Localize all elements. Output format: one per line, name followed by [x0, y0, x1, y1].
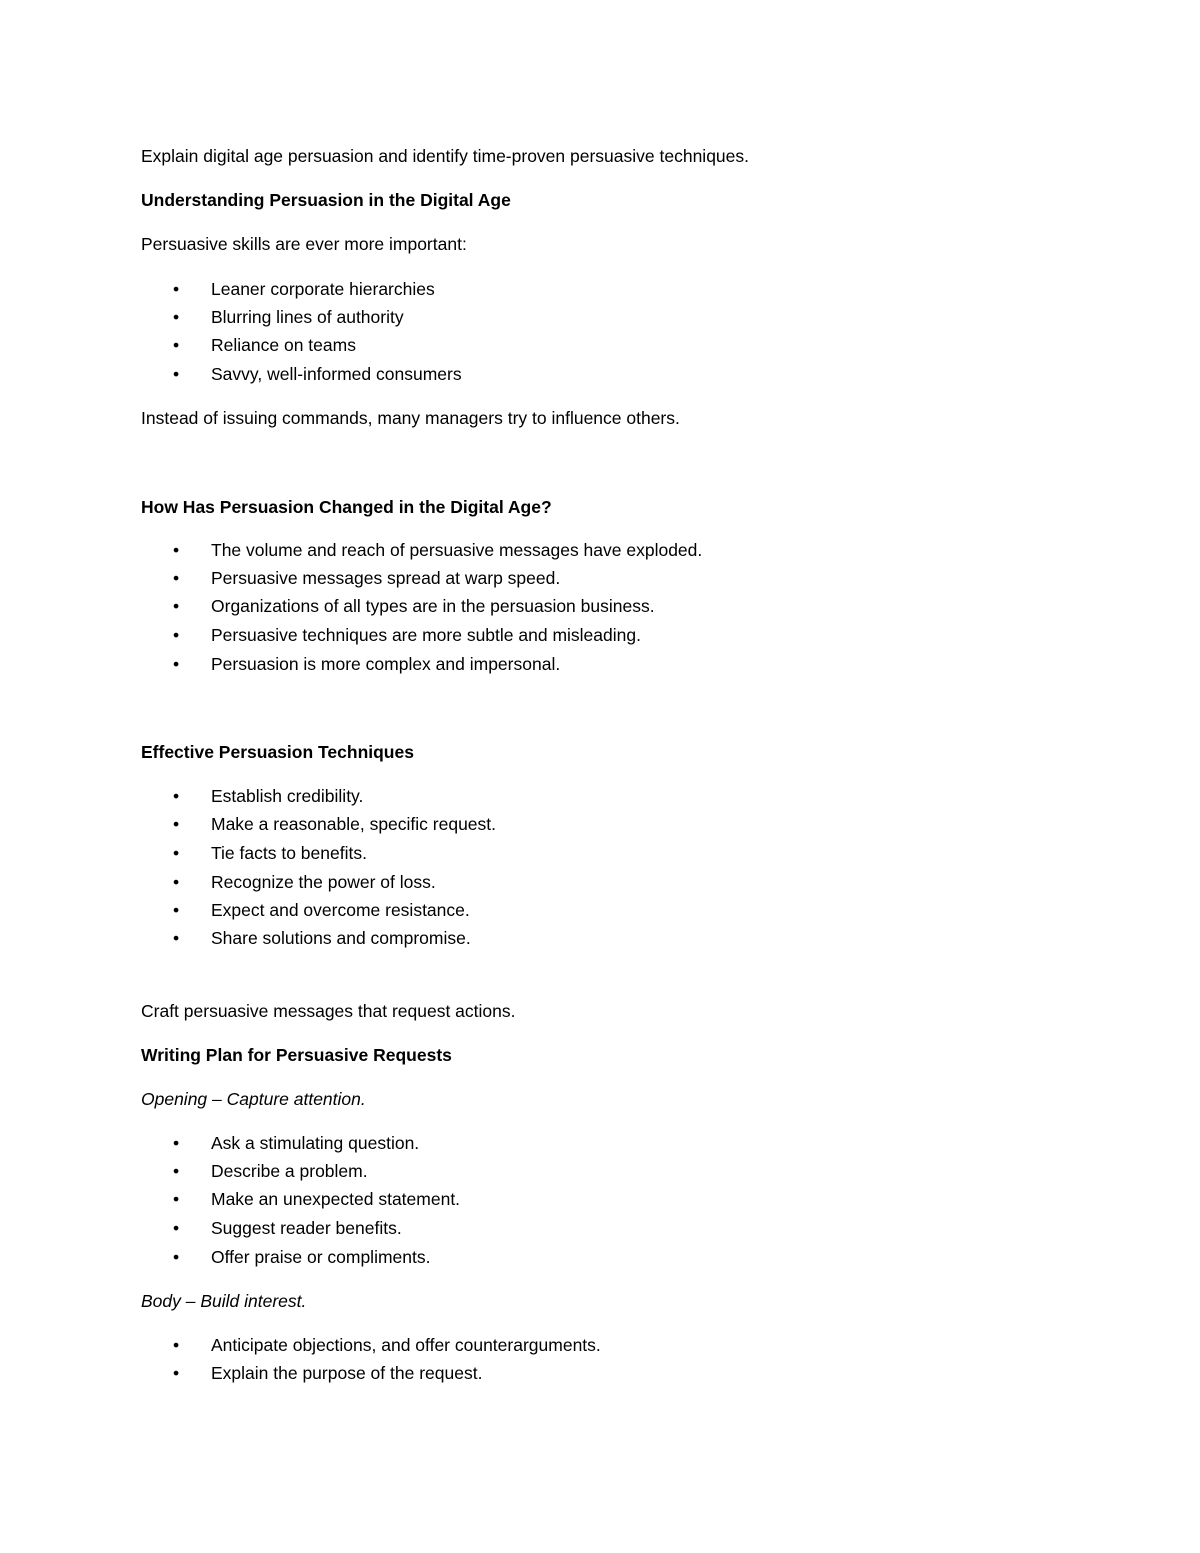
list-item: Reliance on teams	[211, 335, 356, 355]
bullet-icon: •	[173, 335, 180, 355]
bullet-icon: •	[173, 843, 180, 863]
list-item: Blurring lines of authority	[211, 307, 404, 327]
bullet-icon: •	[173, 625, 180, 645]
bullet-icon: •	[173, 540, 180, 560]
list-item: Establish credibility.	[211, 786, 364, 806]
list-item: Explain the purpose of the request.	[211, 1363, 483, 1383]
bullet-icon: •	[173, 1363, 180, 1383]
bullet-icon: •	[173, 872, 180, 892]
intro-objective: Explain digital age persuasion and identify time-proven persuasive techniques.	[141, 146, 750, 166]
list-item: Make an unexpected statement.	[211, 1189, 461, 1209]
body-label: Body – Build interest.	[141, 1291, 307, 1311]
list-item: Persuasive messages spread at warp speed.	[211, 568, 561, 588]
list-item: Offer praise or compliments.	[211, 1247, 431, 1267]
section-heading-effective-techniques: Effective Persuasion Techniques	[141, 742, 414, 762]
list-item: Persuasive techniques are more subtle and misleading.	[211, 625, 641, 645]
bullet-icon: •	[173, 568, 180, 588]
list-item: Make a reasonable, specific request.	[211, 814, 497, 834]
bullet-icon: •	[173, 1247, 180, 1267]
bullet-icon: •	[173, 307, 180, 327]
list-item: Describe a problem.	[211, 1161, 368, 1181]
list-item: Tie facts to benefits.	[211, 843, 367, 863]
bullet-icon: •	[173, 900, 180, 920]
bullet-icon: •	[173, 814, 180, 834]
bullet-icon: •	[173, 1133, 180, 1153]
list-item: Ask a stimulating question.	[211, 1133, 420, 1153]
opening-label: Opening – Capture attention.	[141, 1089, 366, 1109]
list-item: Recognize the power of loss.	[211, 872, 436, 892]
section-heading-writing-plan: Writing Plan for Persuasive Requests	[141, 1045, 452, 1065]
bullet-icon: •	[173, 1189, 180, 1209]
section-heading-understanding: Understanding Persuasion in the Digital Age	[141, 190, 511, 210]
list-item: Savvy, well-informed consumers	[211, 364, 462, 384]
bullet-icon: •	[173, 1335, 180, 1355]
objective-craft-messages: Craft persuasive messages that request actions.	[141, 1001, 516, 1021]
list-item: Expect and overcome resistance.	[211, 900, 470, 920]
bullet-icon: •	[173, 654, 180, 674]
section-heading-how-changed: How Has Persuasion Changed in the Digital Age?	[141, 497, 552, 517]
list-item: The volume and reach of persuasive messages have exploded.	[211, 540, 703, 560]
bullet-icon: •	[173, 364, 180, 384]
bullet-icon: •	[173, 928, 180, 948]
bullet-icon: •	[173, 786, 180, 806]
section1-closing: Instead of issuing commands, many managers try to influence others.	[141, 408, 680, 428]
section1-lead: Persuasive skills are ever more important:	[141, 234, 467, 254]
bullet-icon: •	[173, 1161, 180, 1181]
list-item: Share solutions and compromise.	[211, 928, 471, 948]
bullet-icon: •	[173, 1218, 180, 1238]
list-item: Organizations of all types are in the persuasion business.	[211, 596, 655, 616]
list-item: Anticipate objections, and offer counterarguments.	[211, 1335, 601, 1355]
list-item: Suggest reader benefits.	[211, 1218, 402, 1238]
bullet-icon: •	[173, 596, 180, 616]
list-item: Persuasion is more complex and impersonal.	[211, 654, 561, 674]
list-item: Leaner corporate hierarchies	[211, 279, 435, 299]
bullet-icon: •	[173, 279, 180, 299]
